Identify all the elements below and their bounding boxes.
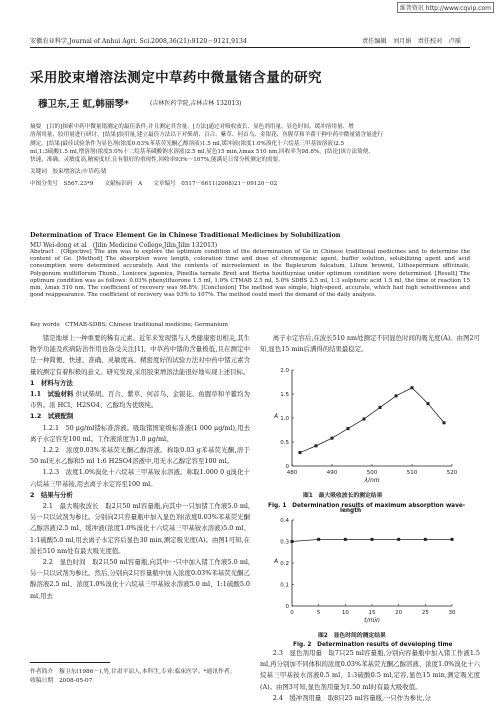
figure-1-caption-en-line2: length (340, 508, 362, 514)
x-axis-label: λ/nm (364, 477, 380, 484)
paper-title: 采用胶束增溶法测定中草药中微量锗含量的研究 (30, 70, 322, 86)
left-column (30, 333, 250, 602)
reagent-paragraph: 1.2.2 浓度0.03%苯基荧光酮乙醇溶液。称取0.03 g苯基荧光酮,溶于50 ml无水乙醇和5 ml 1:6 H2SO4溶液中,用无水乙醇定容至100 ml。 (30, 446, 250, 466)
y-tick-label: 0 (285, 604, 289, 610)
figure-1-caption-cn (303, 490, 382, 499)
data-point (451, 538, 454, 541)
right-column-bottom (260, 648, 480, 728)
footnote (30, 668, 250, 686)
result-paragraph: 2.4 缓冲剂用量 取8只25 ml容量瓶,一只作为参比,分 (272, 693, 431, 702)
x-tick-label: 20 (395, 610, 403, 616)
data-point (291, 540, 294, 543)
english-authors: MU Wei-dong et al (Jilin Medicine College,Jilin,Jilin 132013) (30, 242, 218, 249)
data-point (331, 437, 334, 440)
figure-1-caption-en-line1: Fig. 1 Determination results of maximum absorption wave- (268, 503, 466, 509)
figure-2-chart (262, 514, 462, 628)
intro-paragraph: 锗是地球上一种重要的稀有元素。近年来发现锗与人类健康密切相关,其生物学功能及疾病防治作用也备受关注[1]。中草药中锗的含量极低,且在测定中是一种简便、快速、准确、灵敏度高、精密度好的试验方法对中药中锗元素含量的测定有着积极的意义。研究发现,采用胶束增溶法能很好地实现上述目标。 (30, 334, 250, 376)
y-axis-label: A (273, 413, 279, 420)
materials-text: 供试柴胡、百合、紫草、何首乌、金银花、鱼腥草和羊藿均为市售。浓 HCl、H2SO4、乙醇均为优级纯。 (30, 390, 250, 410)
result-paragraph: 2.1 最大吸收波长 取2只50 ml容量瓶,向其中一只加锗工作液5.0 ml,另一只以试剂为参比。分别向2只容量瓶中加入显色剂(浓度0.03%苯基荧光酮乙醇溶液)2.5 ml、缓冲液(浓度1.0%溴化十六烷基三甲基铵水溶液)5.0 ml、1:1硫酸5.0 ml,用去离子水定容后显色30 min,测定吸光度(A)。由图1可知,在波长510 nm处有最大吸光度值。 (30, 502, 250, 555)
y-tick-label: 2.0 (280, 368, 289, 374)
classification: 中图分类号 S567.23*9 文献标识码 A 文章编号 0517－6611(2008)21－09120－02 (30, 180, 278, 187)
figure-2-plot (273, 518, 456, 624)
y-tick-label: 0.2 (280, 561, 289, 567)
running-head: 安徽农业科学,Journal of Anhui Agri. Sci.2008,36(21):9120－9121,9134 (30, 38, 247, 45)
y-tick-label: 0 (285, 464, 289, 470)
x-tick-label: 10 (341, 610, 349, 616)
data-point (397, 538, 400, 541)
data-point (371, 538, 374, 541)
author-bio: 作者简介 穆卫东(1986－),男,甘肃平凉人,本科生,专业:临床医学。*通讯作者。 (30, 669, 236, 675)
figure-2-caption-en (293, 639, 452, 648)
data-point (344, 538, 347, 541)
figure-1-caption-text: 图1 最大吸收波长的测定结果 (303, 493, 383, 499)
abstract-cn (30, 123, 470, 188)
editor-credit: 责任编辑 刘月娟 责任校对 卢瑶 (362, 38, 461, 45)
keywords-cn: 关键词 胶束增溶法;中草药;锗 (30, 169, 107, 176)
y-tick-label: 0.5 (280, 440, 289, 446)
data-point (347, 427, 350, 430)
data-point (411, 386, 414, 389)
right-column-top (260, 333, 480, 355)
result-paragraph: 2.3 显色剂用量 取7只25 ml容量瓶,分别向容量瓶中加入锗工作液1.5 ml,再分别加不同体积的浓度0.03%苯基荧光酮乙醇溶液、浓度1.0%溴化十六烷基三甲基铵水溶液0.5 ml、1:3硫酸0.5 ml,定容,显色15 min,测定吸光度(A)。由图3可知,显色剂用量为1.50 ml时有最大吸收值。 (260, 649, 480, 691)
abstract-line: 快速、准确、灵敏度高,精密度好,且有很好的重现性,回收率93%～107%,能满足日常分析测定的需要。 (30, 157, 284, 164)
subsection-heading: 1.2 试液配制 (30, 412, 74, 421)
materials-paragraph (30, 389, 250, 411)
watermark: 维普资讯 http://www.cqvip.com (397, 2, 494, 13)
x-tick-label: 490 (326, 470, 338, 476)
series-line (300, 388, 444, 453)
reagent-paragraph: 1.2.3 浓度1.0%溴化十六烷基三甲基铵水溶液。称取1.000 0 g溴化十六烷基三甲基铵,用去离子水定容至100 ml。 (30, 468, 250, 488)
y-tick-label: 0.1 (280, 582, 289, 589)
figure-2-caption-en-line: Fig. 2 Determination results of developing time (293, 642, 453, 648)
affiliation: (吉林医药学院,吉林吉林 132013) (150, 100, 242, 107)
data-point (363, 417, 366, 420)
x-tick-label: 25 (421, 610, 429, 616)
english-keywords: Key words CTMAB-SDBS; Chinese traditional medicine; Germanium (30, 322, 228, 328)
y-tick-label: 1.5 (280, 392, 289, 398)
x-tick-label: 5 (316, 610, 321, 616)
section-heading: 1 材料与方法 (30, 378, 73, 387)
header-rule (30, 47, 470, 48)
abstract-line: 溶剂用量、胶用量进行研讨。[结果]胶用量,建立最佳方法以下对柴胡、百合、紫草、何首乌、金银花、鱼腥草和羊藿干种中药中微量锗含量进行 (30, 132, 383, 139)
data-point (424, 538, 427, 541)
authors: 穆卫东,王 虹,韩丽琴* (38, 99, 129, 110)
abstract-line: ml,1:3硫酸1.5 ml,增溶剂(浓度5.0%十二烷基苯磺酸钠水溶液)2.5 ml,显色15 min,λmax 510 nm,回收率为98.8%。[结论]该方法简便、 (30, 148, 374, 155)
x-tick-label: 15 (368, 610, 376, 616)
data-point (317, 538, 320, 541)
data-point (379, 406, 382, 409)
y-tick-label: 0.3 (280, 539, 289, 546)
data-point (315, 444, 318, 447)
abstract-line: 测定。[结果]最佳试验条件为显色剂(浓度0.03%苯基荧光酮乙醇溶液)1.5 ml,缓冲液(浓度1.0%溴化十六烷基三甲基铵溶液)2.5 (30, 140, 345, 147)
data-point (395, 394, 398, 397)
x-tick-label: 30 (448, 610, 456, 616)
x-axis-label: t/min (364, 617, 380, 624)
english-title: Determination of Trace Element Ge in Chinese Traditional Medicines by Solubilization (30, 231, 341, 239)
reagent-paragraph: 1.2.1 50 μg/ml锗标准溶液。吸取锗国家级标准液(1 000 μg/ml),用去离子水定容至100 ml。工作液浓度为1.0 μg/ml。 (30, 423, 250, 443)
y-tick-label: 0.4 (280, 518, 289, 524)
x-tick-label: 500 (366, 470, 378, 476)
footnote-rule (30, 662, 110, 663)
figure-2-caption-text: 图2 显色时间的测定结果 (318, 633, 386, 639)
data-point (443, 421, 446, 424)
received-date: 收稿日期 2008-05-07 (30, 678, 93, 684)
figure-1-caption-en (268, 500, 465, 509)
figure-2-caption-cn (318, 630, 386, 639)
result-paragraph: 2.2 显色时间 取2只50 ml容量瓶,向其中一只中加入锗工作液5.0 ml,另一只以试剂为参比。然后,分别向2只容量瓶中加入浓度0.03%苯基荧光酮乙醇溶液2.5 ml、浓度1.0%溴化十六烷基三甲基铵水溶液5.0 ml、1:1硫酸5.0 ml,用去 (30, 558, 250, 600)
x-tick-label: 510 (406, 470, 418, 476)
x-tick-label: 480 (286, 470, 298, 476)
data-point (427, 402, 430, 405)
result-paragraph: 离子水定容后,在波长510 nm处测定不同显色时间的吸光度(A)。由图2可知,显色15 min后满得的结果最稳定。 (260, 334, 480, 354)
y-axis-label: A (273, 558, 279, 565)
section-heading: 2 结果与分析 (30, 490, 73, 499)
abstract-line: 摘要 [目的]探索中药中微量锗测定的最佳条件,并且测定其含量。[方法]通过对吸收波长、显色剂用量、显色时间、缓冲溶用量、增 (30, 124, 354, 130)
x-tick-label: 0 (290, 610, 294, 616)
y-tick-label: 1.0 (280, 416, 289, 422)
x-tick-label: 520 (446, 470, 458, 476)
figure-1-plot (273, 368, 458, 484)
data-point (299, 451, 302, 454)
english-abstract: Abstract [Objective] The aim was to explore the optimum condition of the determination of Ge in Chinese traditional medicines and to determine the content of Ge. [Method] The absorption wave length, coloration time and dose of chromogenic agent, buffer solution, solubilizing agent and acid consumption were determined accurately. And the contents of microelement in the Bupleurum falcatum, Lilium brownii, Lithospermum officinale, Polygonum multiflorum Thunb., Lonicera japonica, Pinellia ternate Breit and Herba houttuyniae under optimum condition were determined. [Result] The optimum condition was as follows: 0.03% phenylfluorone 1.5 ml, 1.0% CTMAB 2.5 ml, 5.0% SDBS 2.5 ml, 1:3 sulphuric acid 1.5 ml, the time of reaction 15 min, λmax 510 nm. The coefficient of recovery was 98.8%. [Conclusion] The method was simple, high-speed, accurate, which had high sensitiveness and good reappearance. The coefficient of recovery was 93% to 107%. The method could meet the demand of the daily analysis. (30, 249, 470, 299)
subsection-heading: 1.1 试验材料 (30, 390, 74, 399)
figure-1-chart (262, 362, 462, 488)
